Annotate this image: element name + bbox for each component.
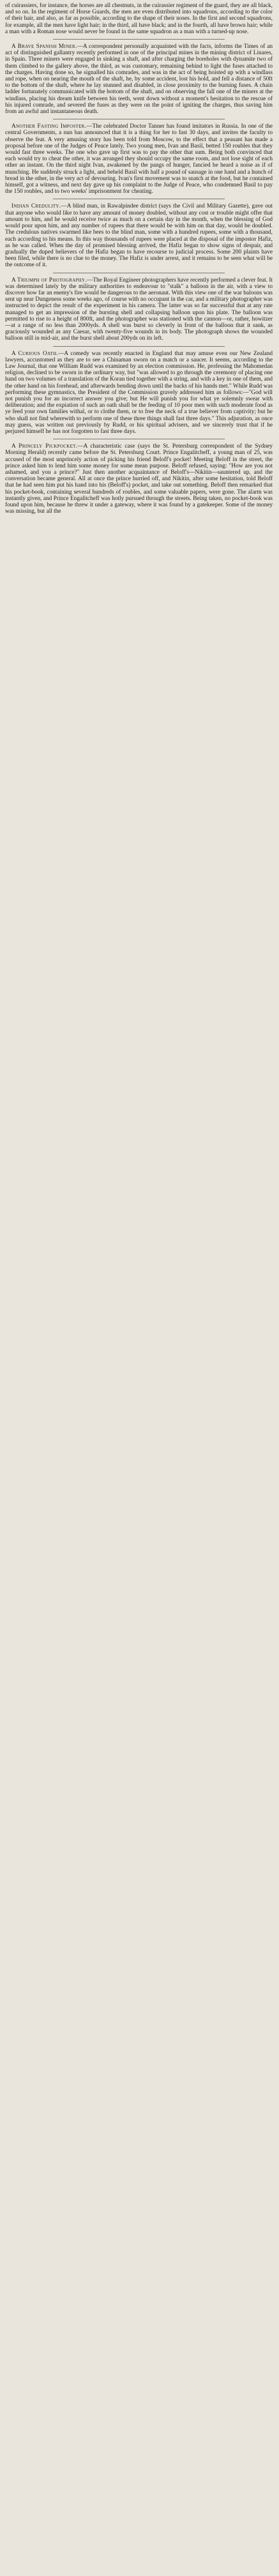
article-paragraph: Another Fasting Imposter.—The celebrated Doctor Tanner has found imitators in Russia. In one of the central Governments, a nun has announced that it is a thing for her to fast 30 days, and invites the faculty to observe the feat. A very amusing story has been told from Moscow, to the effect that a peasant has made a proposal before one of the Judges of Peace lately. Two young men, Ivan and Basil, betted 150 roubles that they would fast three weeks. The one who gave up first was to pay the other that sum. Being both convinced that each would try to cheat the other, it was arranged they should occupy the same room, and not lose sight of each other an instant. On the third night Ivan, awakened by the pangs of hunger, fancied he heard a noise as if of munching. He suddenly struck a light, and beheld Basil with half a pound of sausage in one hand and a hunch of bread in the other, in the very act of devouring. Ivan's first movement was to snatch at the food, but he contained himself, got a witness, and next day gave up his complaint to the Judge of Peace, who condemned Basil to pay the 150 roubles, and to two weeks' imprisonment for cheating. xyxy=(5,123,273,195)
newspaper-column xyxy=(5,3,273,519)
article-title: A Curious Oath. xyxy=(11,350,59,357)
article-paragraph: A Brave Spanish Miner.—A correspondent personally acquainted with the facts, informs the Times of an act of distinguished gallantry recently performed in one of the principal mines in the mining district of Linares, in Spain. Three miners were engaged in sinking a shaft, and after charging the boreholes with dynamite two of them climbed to the gallery above, the third, as was customary, remaining behind to light the fuses attached to the charges. Having done so, he signalled his comrades, and was in the act of being hoisted up with a windlass and rope, when on nearing the mouth of the shaft, he, by some accident, lost his hold, and fell a distance of 50ft to the bottom of the shaft, where he lay stunned and disabled, in close proximity to the burning fuses. A chain ladder fortunately communicated with the bottom of the shaft, and on observing the fall one of the miners at the windlass, placing his dream knife between his teeth, went down without a moment's hesitation to the rescue of his injured comrade, and severed the fuses as they were on the point of igniting the charges, thus saving him from an awful and instantaneous death. xyxy=(5,43,273,116)
article-paragraph: A Triumph of Photography.—The Royal Engineer photographers have recently performed a clever feat. It was determined lately by the military authorities to endeavour to "stalk" a balloon in the air, with a view to discover how far an enemy's fire would be dangerous to the aeronaut. With this view one of the war baloons was sent up near Dungeness some weeks ago, of course with no occupant in the car, and a military photographer was instructed to depict the result of the experiment in his camera. The latter was so far successful that at any rate managed to get an impression of the bursting shell and collapsing balloon upon his plate. The balloon was permitted to rise to a height of 800ft, and the photographer was stationed with the cannon—or, rather, howitzer—at a range of no less than 2000yds. A shell was burst so cleverly in front of the balloon that it sank, as graciously wounded as any Caesar, with twenty-five wounds in its body. The photograph shows the wounded balloon still in mid-air, and the burst shell about 200yds on its left. xyxy=(5,277,273,342)
article-title: Indian Credulity. xyxy=(11,203,61,210)
article-1 xyxy=(5,3,273,35)
article-paragraph: A Princely Pickpocket.—A characteristic case (says the St. Petersburg correspondent of the Sydney Morning Herald) recently came before the St. Petersburg Court. Prince Engalitcheff, a young man of 25, was accused of the most unprincely action of picking his friend Beloff's pocket! Meeting Beloff in the street, the prince asked him to lend him some money for some mean purpose. Beloff refused, saying: "How are you not ashamed, and you a prince?" Just then another acquaintance of Beloff's—Nikitin—sauntered up, and the conversation became general. All at once the prince hurried off, and Nikitin, after some hesitation, told Beloff that he had seen him put his hand into his (Beloff's) pocket, and take out something. Beloff then remarked that his pocket-book, containing several hundreds of roubles, and some valuable papers, were gone. The alarm was instantly given, and Prince Engalitcheff was hotly pursued through the streets. Being taken, no pocket-book was found upon him, because he threw it under a gateway, where it was found by a gatekeeper. Some of the money was missing, but all the xyxy=(5,443,273,515)
article-7 xyxy=(5,443,273,515)
article-body-text: of cuirassiers, for instance, the horses are all chestnuts, in the cuirassier regiment of the guard, they are all black, and so on. In the regiment of Horse Guards, the men are even distributed into squadrons, according to the color of their hair, and also, as far as possible, according to the shape of their noses. In the first and second squadrons, for example, all the men have light hair; in the third, all have black; and in the fourth, all have brown hair; while a man with a Roman nose would never be found in the same squadron as a man with a turned-up nose. xyxy=(5,3,273,35)
article-divider xyxy=(53,346,224,347)
article-body-text: The celebrated Doctor Tanner has found imitators in Russia. In one of the central Governments, a nun has announced that it is a thing for her to fast 30 days, and invites the faculty to observe the feat. A very amusing story has been told from Moscow, to the effect that a peasant has made a proposal before one of the Judges of Peace lately. Two young men, Ivan and Basil, betted 150 roubles that they would fast three weeks. The one who gave up first was to pay the other that sum. Being both convinced that each would try to cheat the other, it was arranged they should occupy the same room, and not lose sight of each other an instant. On the third night Ivan, awakened by the pangs of hunger, fancied he heard a noise as if of munching. He suddenly struck a light, and beheld Basil with half a pound of sausage in one hand and a hunch of bread in the other, in the very act of devouring. Ivan's first movement was to snatch at the food, but he contained himself, got a witness, and next day gave up his complaint to the Judge of Peace, who condemned Basil to pay the 150 roubles, and to two weeks' imprisonment for cheating. xyxy=(5,123,273,195)
article-body-text: A characteristic case (says the St. Petersburg correspondent of the Sydney Morning Herald) recently came before the St. Petersburg Court. Prince Engalitcheff, a young man of 25, was accused of the most unprincely action of picking his friend Beloff's pocket! Meeting Beloff in the street, the prince asked him to lend him some money for some mean purpose. Beloff refused, saying: "How are you not ashamed, and you a prince?" Just then another acquaintance of Beloff's—Nikitin—sauntered up, and the conversation became general. All at once the prince hurried off, and Nikitin, after some hesitation, told Beloff that he had seen him put his hand into his (Beloff's) pocket, and take out something. Beloff then remarked that his pocket-book, containing several hundreds of roubles, and some valuable papers, were gone. The alarm was instantly given, and Prince Engalitcheff was hotly pursued through the streets. Being taken, no pocket-book was found upon him, because he threw it under a gateway, where it was found by a gatekeeper. Some of the money was missing, but all the xyxy=(5,443,273,515)
article-2 xyxy=(5,43,273,115)
article-title: A Princely Pickpocket. xyxy=(11,443,78,450)
article-4 xyxy=(5,203,273,268)
article-paragraph: A Curious Oath.—A comedy was recently enacted in England that may amuse even our New Zealand lawyers, accustomed as they are to see a Chinaman sworn on a match or a saucer. It seems, according to the Law Journal, that one William Rudd was examined by an election commission. He, professing the Mahomedan religion, declined to be sworn in the ordinary way, but "was allowed to go through the ceremony of placing one hand on two volumes of a translation of the Koran tied together with a string, and with a key in one of them, and the other hand on his forehead, and afterwards bending down until the backs of his hands met." While Rudd was performing these gymnastics, the President of the Commission gravely addressed him as follows:—"God will not punish you for an incorrect answer you give; but He will punish you for what ye solemnly swear with deliberation; and the expiation of such an oath shall be the feeding of 10 poor men with such moderate food as ye feed your own families withal, or to clothe them, or to free the neck of a true believer from captivity; but he who shall not find wherewith to perform one of these three things shall fast three days." This adjuration, as once may guess, was written out previously by Rudd, or his spiritual advisers, and we sincerely trust that if he perjured himself he has not forgotten to fast three days. xyxy=(5,350,273,435)
article-body-text: A blind man, in Rawalpindee district (says the Civil and Military Gazette), gave out that anyone who would like to have any amount of money doubled, without any cost or trouble might offer that amount to him, and he would receive twice as much on a certain day in the month, when the blessing of God would pour upon him, and any number of rupees that there would be with him on that day, would be doubled. The credulous natives swarmed like bees to the blind man, some with a hundred rupees, some with a thousand, each according to his means. In this way thousands of rupees were placed at the disposal of the impostor Hafiz, as he was called. When the day of promised blessing arrived, the Hafiz began to show signs of despair, and gradually the duped believers of the Hafiz began to have recourse to judicial process. Some 200 plaints have been filed, while there is no clue to the money. The Hafiz is under arrest, and it remains to be seen what will be the outcome of it. xyxy=(5,203,273,269)
article-title: A Brave Spanish Miner. xyxy=(11,43,77,50)
article-body-text: A comedy was recently enacted in England that may amuse even our New Zealand lawyers, accustomed as they are to see a Chinaman sworn on a match or a saucer. It seems, according to the Law Journal, that one William Rudd was examined by an election commission. He, professing the Mahomedan religion, declined to be sworn in the ordinary way, but "was allowed to go through the ceremony of placing one hand on two volumes of a translation of the Koran tied together with a string, and with a key in one of them, and the other hand on his forehead, and afterwards bending down until the backs of his hands met." While Rudd was performing these gymnastics, the President of the Commission gravely addressed him as follows:—"God will not punish you for an incorrect answer you give; but He will punish you for what ye solemnly swear with deliberation; and the expiation of such an oath shall be the feeding of 10 poor men with such moderate food as ye feed your own families withal, or to clothe them, or to free the neck of a true believer from captivity; but he who shall not find wherewith to perform one of these three things shall fast three days." This adjuration, as once may guess, was written out previously by Rudd, or his spiritual advisers, and we sincerely trust that if he perjured himself he has not forgotten to fast three days. xyxy=(5,350,273,435)
article-title: Another Fasting Imposter. xyxy=(11,123,87,130)
article-5 xyxy=(5,277,273,342)
article-paragraph: Indian Credulity.—A blind man, in Rawalpindee district (says the Civil and Military Gazette), gave out that anyone who would like to have any amount of money doubled, without any cost or trouble might offer that amount to him, and he would receive twice as much on a certain day in the month, when the blessing of God would pour upon him, and any number of rupees that there would be with him on that day, would be doubled. The credulous natives swarmed like bees to the blind man, some with a hundred rupees, some with a thousand, each according to his means. In this way thousands of rupees were placed at the disposal of the impostor Hafiz, as he was called. When the day of promised blessing arrived, the Hafiz began to show signs of despair, and gradually the duped believers of the Hafiz began to have recourse to judicial process. Some 200 plaints have been filed, while there is no clue to the money. The Hafiz is under arrest, and it remains to be seen what will be the outcome of it. xyxy=(5,203,273,269)
article-divider xyxy=(53,39,224,40)
article-3 xyxy=(5,123,273,195)
article-6 xyxy=(5,351,273,436)
article-body-text: The Royal Engineer photographers have recently performed a clever feat. It was determined lately by the military authorities to endeavour to "stalk" a balloon in the air, with a view to discover how far an enemy's fire would be dangerous to the aeronaut. With this view one of the war baloons was sent up near Dungeness some weeks ago, of course with no occupant in the car, and a military photographer was instructed to depict the result of the experiment in his camera. The latter was so far successful that at any rate managed to get an impression of the bursting shell and collapsing balloon upon his plate. The balloon was permitted to rise to a height of 800ft, and the photographer was stationed with the cannon—or, rather, howitzer—at a range of no less than 2000yds. A shell was burst so cleverly in front of the balloon that it sank, as graciously wounded as any Caesar, with twenty-five wounds in its body. The photograph shows the wounded balloon still in mid-air, and the burst shell about 200yds on its left. xyxy=(5,277,273,342)
article-paragraph xyxy=(5,3,273,35)
article-body-text: A correspondent personally acquainted with the facts, informs the Times of an act of distinguished gallantry recently performed in one of the principal mines in the mining district of Linares, in Spain. Three miners were engaged in sinking a shaft, and after charging the boreholes with dynamite two of them climbed to the gallery above, the third, as was customary, remaining behind to light the fuses attached to the charges. Having done so, he signalled his comrades, and was in the act of being hoisted up with a windlass and rope, when on nearing the mouth of the shaft, he, by some accident, lost his hold, and fell a distance of 50ft to the bottom of the shaft, where he lay stunned and disabled, in close proximity to the burning fuses. A chain ladder fortunately communicated with the bottom of the shaft, and on observing the fall one of the miners at the windlass, placing his dream knife between his teeth, went down without a moment's hesitation to the rescue of his injured comrade, and severed the fuses as they were on the point of igniting the charges, thus saving him from an awful and instantaneous death. xyxy=(5,43,273,116)
article-title: A Triumph of Photography. xyxy=(11,277,87,284)
